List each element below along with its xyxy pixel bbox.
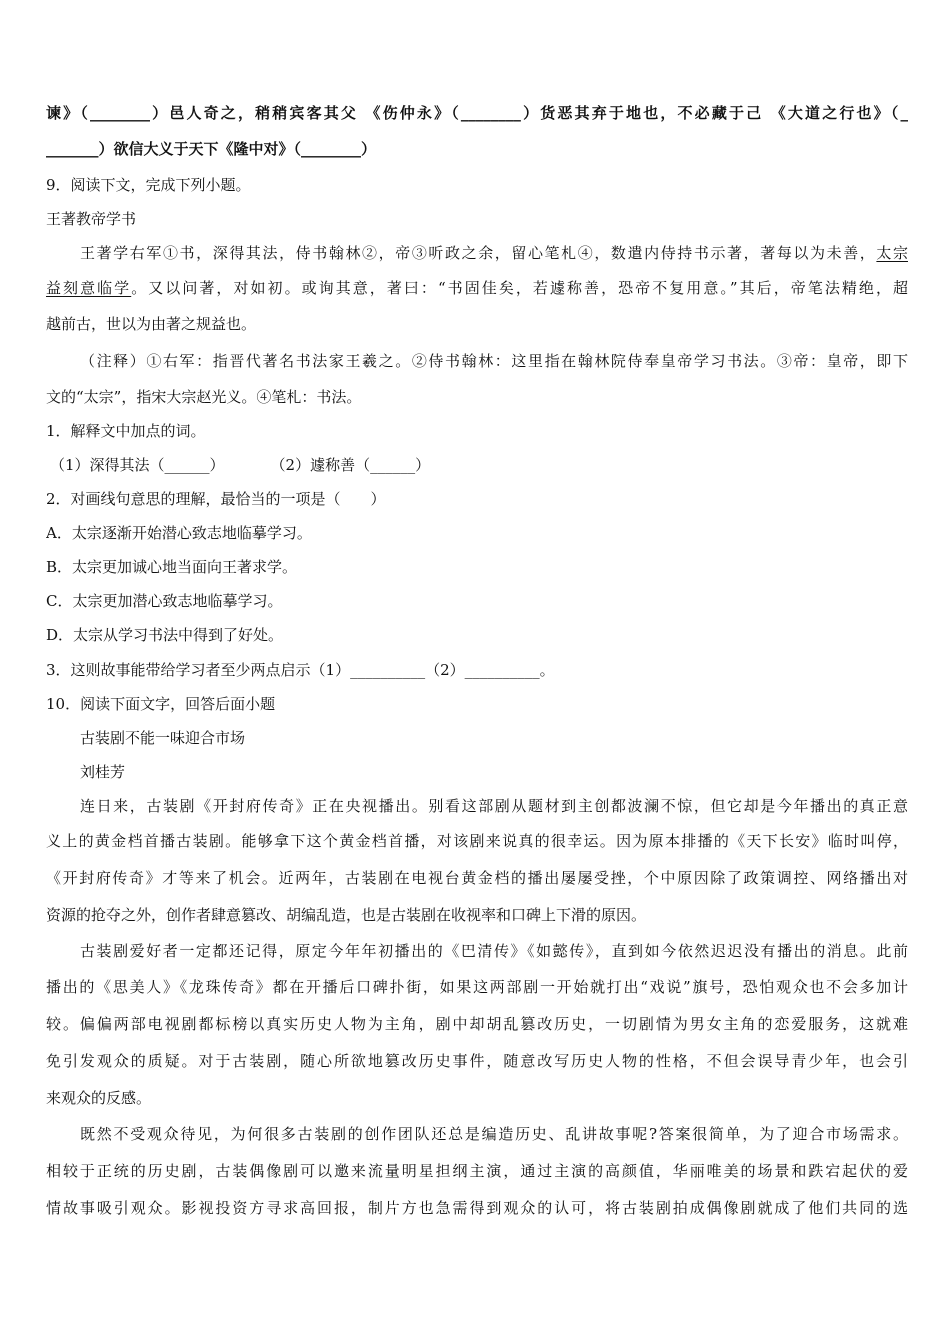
article-p1-line-2: 义上的黄金档首播古装剧。能够拿下这个黄金档首播，对该剧来说真的很幸运。因为原本排播的《天下长安》临时叫停， xyxy=(46,832,908,850)
sub-question-1: 1．解释文中加点的词。 xyxy=(46,422,206,440)
article-p2-line-4: 免引发观众的质疑。对于古装剧，随心所欲地篡改历史事件，随意改写历史人物的性格，不但会误导青少年，也会引 xyxy=(46,1052,908,1070)
question-9-prompt: 9．阅读下文，完成下列小题。 xyxy=(46,176,251,194)
underlined-sentence-cont: 益刻意临学 xyxy=(46,279,132,297)
option-b: B．太宗更加诚心地当面向王著求学。 xyxy=(46,558,298,576)
article-p2-line-5: 来观众的反感。 xyxy=(46,1089,152,1107)
article-p1-line-3: 《开封府传奇》才等来了机会。近两年，古装剧在电视台黄金档的播出屡屡受挫，个中原因除了政策调控、网络播出对 xyxy=(46,869,908,887)
article-title: 古装剧不能一味迎合市场 xyxy=(80,729,246,747)
sub-question-2: 2．对画线句意思的理解，最恰当的一项是（ ） xyxy=(46,490,386,508)
article-p1-line-4: 资源的抢夺之外，创作者肆意篡改、胡编乱造，也是古装剧在收视率和口碑上下滑的原因。 xyxy=(46,906,647,924)
option-a: A．太宗逐渐开始潜心致志地临摹学习。 xyxy=(46,524,312,542)
article-p2-line-1: 古装剧爱好者一定都还记得，原定今年年初播出的《巴清传》《如懿传》，直到如今依然迟迟没有播出的消息。此前 xyxy=(80,942,908,960)
article-p3-line-2: 相较于正统的历史剧，古装偶像剧可以邀来流量明星担纲主演，通过主演的高颜值，华丽唯美的场景和跌宕起伏的爱 xyxy=(46,1162,908,1180)
fill-blank-line-2: _______）欲信大义于天下《隆中对》（________） xyxy=(46,140,377,158)
sub-question-1-blanks: （1）深得其法（______） （2）遽称善（______） xyxy=(50,456,431,474)
fill-blank-line-1: 谏》（________）邑人奇之，稍稍宾客其父 《伤仲永》（________）货恶其弃于地也，不必藏于己 《大道之行也》（_ xyxy=(46,104,908,122)
option-d: D．太宗从学习书法中得到了好处。 xyxy=(46,626,284,644)
question-10-prompt: 10．阅读下面文字，回答后面小题 xyxy=(46,695,276,713)
annotation-line-1: （注释）①右军：指晋代著名书法家王羲之。②侍书翰林：这里指在翰林院侍奉皇帝学习书法。③帝：皇帝，即下 xyxy=(80,352,908,370)
article-p3-line-1: 既然不受观众待见，为何很多古装剧的创作团队还总是编造历史、乱讲故事呢?答案很简单，为了迎合市场需求。 xyxy=(80,1125,908,1143)
sub-question-3: 3．这则故事能带给学习者至少两点启示（1）__________（2）__________。 xyxy=(46,661,555,679)
annotation-line-2: 文的“太宗”，指宋大宗赵光义。④笔札：书法。 xyxy=(46,388,362,406)
article-p2-line-3: 较。偏偏两部电视剧都标榜以真实历史人物为主角，剧中却胡乱篡改历史，一切剧情为男女主角的恋爱服务，这就难 xyxy=(46,1015,908,1033)
article-author: 刘桂芳 xyxy=(80,763,126,781)
article-p3-line-3: 情故事吸引观众。影视投资方寻求高回报，制片方也急需得到观众的认可，将古装剧拍成偶像剧就成了他们共同的选 xyxy=(46,1199,908,1217)
passage-paragraph-line-3: 越前古，世以为由著之规益也。 xyxy=(46,315,257,333)
passage-paragraph-line-1: 王著学右军①书，深得其法，侍书翰林②，帝③听政之余，留心笔札④，数遣内侍持书示著，著每以为未善，太宗 xyxy=(80,244,908,262)
passage-title: 王著教帝学书 xyxy=(46,210,137,228)
underlined-sentence: 太宗 xyxy=(876,244,908,262)
article-p1-line-1: 连日来，古装剧《开封府传奇》正在央视播出。别看这部剧从题材到主创都波澜不惊，但它却是今年播出的真正意 xyxy=(80,797,908,815)
article-p2-line-2: 播出的《思美人》《龙珠传奇》都在开播后口碑扑街，如果这两部剧一开始就打出“戏说”旗号，恐怕观众也不会多加计 xyxy=(46,978,908,996)
option-c: C．太宗更加潜心致志地临摹学习。 xyxy=(46,592,283,610)
passage-paragraph-line-2: 益刻意临学。又以问著，对如初。或询其意，著曰：“书固佳矣，若遽称善，恐帝不复用意。”其后，帝笔法精绝，超 xyxy=(46,279,908,297)
